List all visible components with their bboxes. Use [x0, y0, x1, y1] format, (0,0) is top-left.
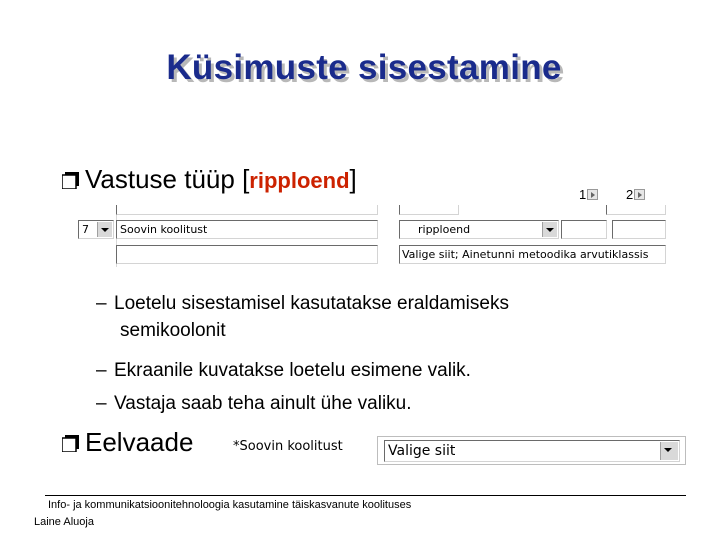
options-list-field[interactable]: Valige siit; Ainetunni metoodika arvutiklassis	[399, 245, 666, 264]
col1-field[interactable]	[561, 220, 607, 239]
preview-frame	[377, 436, 686, 465]
bullet-keyword: ripploend	[249, 168, 350, 193]
question-field-above[interactable]	[116, 205, 378, 215]
bullet-answer-type	[62, 164, 357, 195]
bullet-prefix: Vastuse tüüp [	[85, 164, 250, 194]
footer-author: Laine Aluoja	[34, 516, 94, 528]
subbullet-1-cont: semikoolonit	[120, 320, 226, 341]
column-number-2[interactable]: 2	[626, 187, 645, 202]
col2-field[interactable]	[612, 220, 666, 239]
subbullet-2: – Ekraanile kuvatakse loetelu esimene valik.	[96, 360, 471, 381]
footer-rule	[45, 495, 686, 496]
dropdown-arrow-icon[interactable]	[97, 222, 112, 237]
checkbox-cell-above	[399, 205, 459, 215]
question-text-field[interactable]: Soovin koolitust	[116, 220, 378, 239]
number-select[interactable]: 7	[78, 220, 114, 239]
number-spinner-icon[interactable]	[587, 189, 598, 200]
preview-select[interactable]: Valige siit	[384, 440, 680, 462]
preview-question-label: *Soovin koolitust	[233, 439, 343, 454]
question-extra-field[interactable]	[116, 245, 378, 264]
bullet-suffix: ]	[349, 164, 357, 194]
subbullet-1: – Loetelu sisestamisel kasutatakse eraldamiseks	[96, 293, 509, 314]
footer-course-title: Info- ja kommunikatsioonitehnoloogia kasutamine täiskasvanute koolituses	[48, 499, 412, 511]
number-spinner-icon[interactable]	[634, 189, 645, 200]
checkbox-bullet-icon	[62, 435, 79, 452]
column-number-1[interactable]: 1	[579, 187, 598, 202]
slide-title: Küsimuste sisestamine	[166, 48, 562, 87]
checkbox-bullet-icon	[62, 172, 79, 189]
subbullet-3: – Vastaja saab teha ainult ühe valiku.	[96, 393, 412, 414]
col-cell-above[interactable]	[606, 205, 666, 215]
dropdown-arrow-icon[interactable]	[660, 442, 678, 460]
dropdown-arrow-icon[interactable]	[542, 222, 557, 237]
bullet-preview: Eelvaade	[62, 427, 193, 458]
question-form	[72, 205, 666, 267]
answer-type-select[interactable]: ripploend	[399, 220, 559, 239]
